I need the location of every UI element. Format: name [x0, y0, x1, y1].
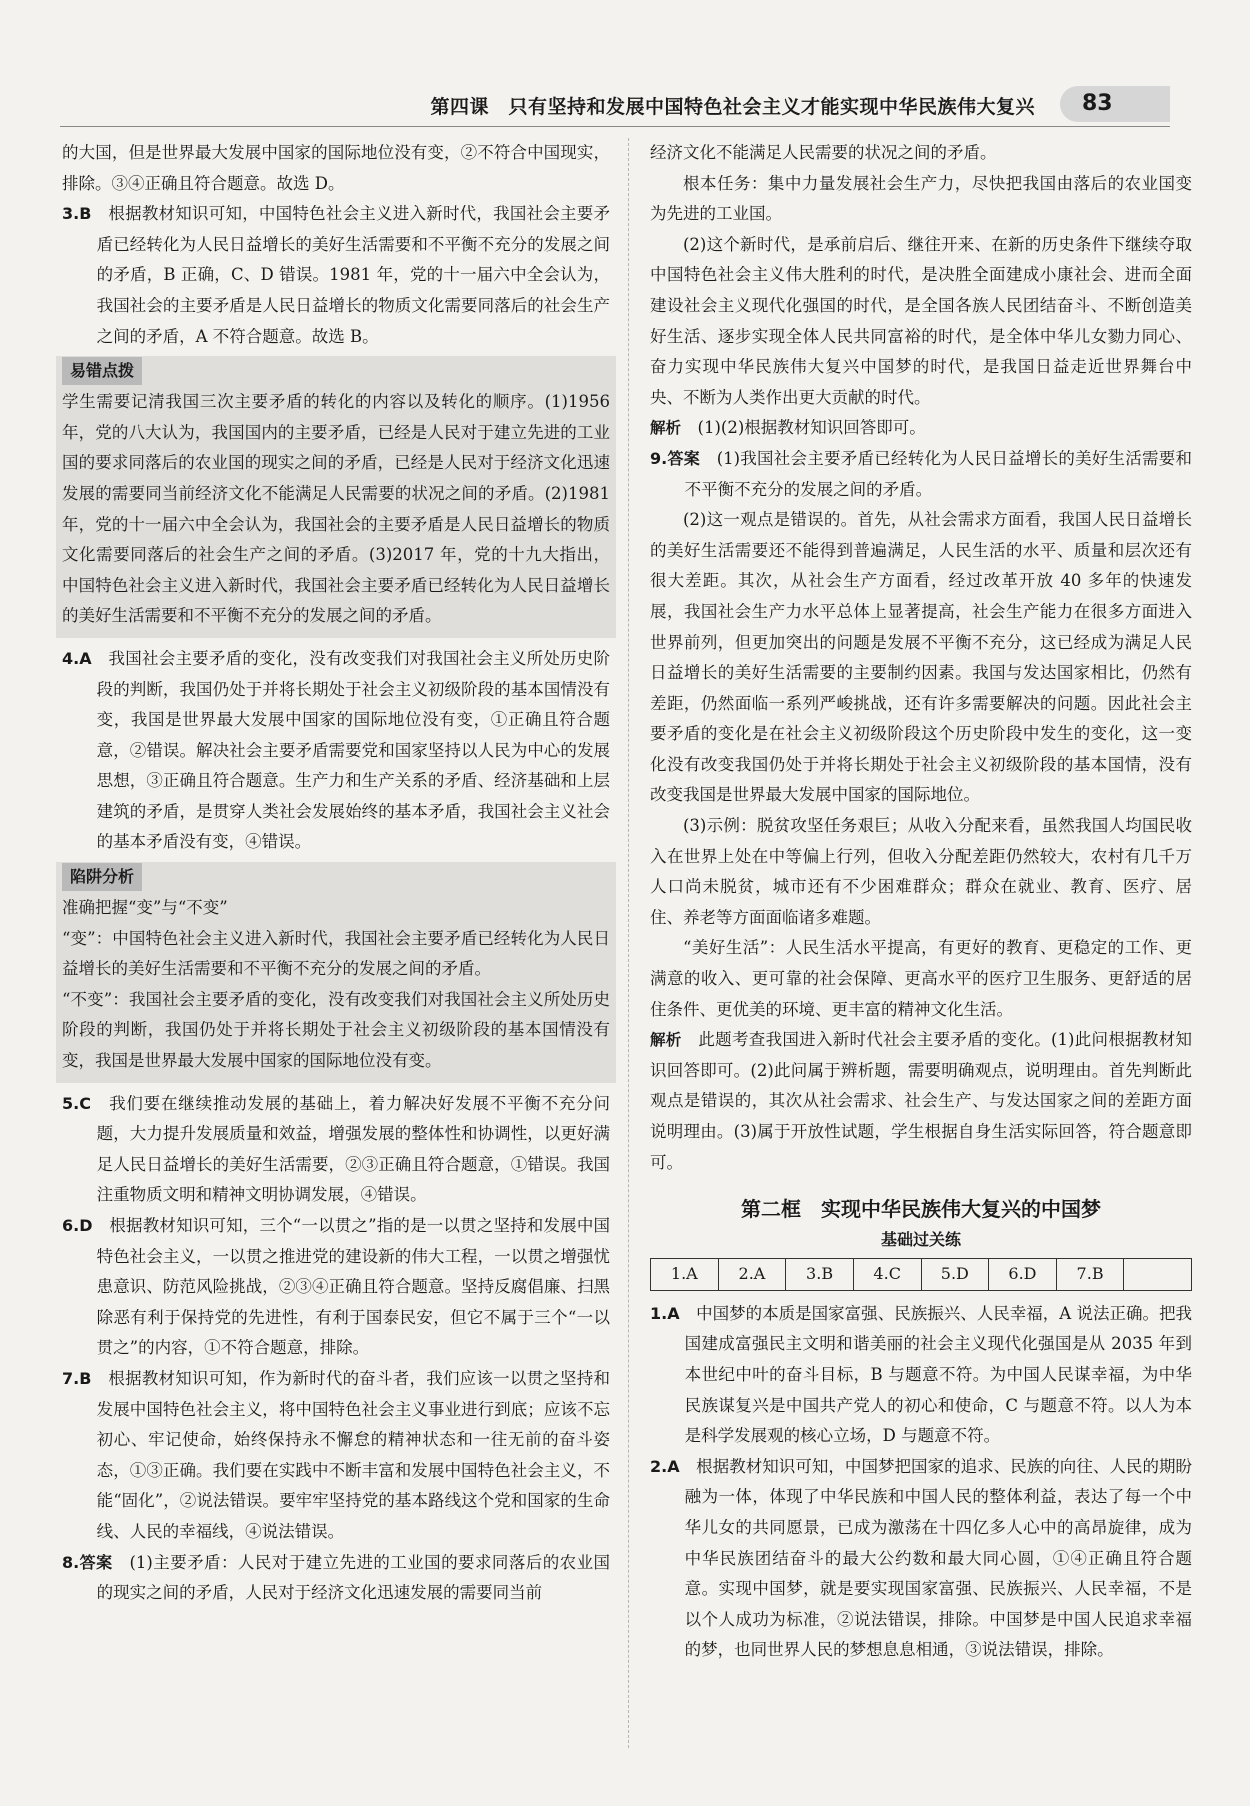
- answer-number: 4.A: [62, 648, 92, 668]
- answer-text: 我国社会主要矛盾的变化，没有改变我们对我国社会主义所处历史阶段的判断，我国仍处于并将长期处于社会主义初级阶段的基本国情没有变，我国是世界最大发展中国家的国际地位没有变，①正确且符合题意，②错误。解决社会主要矛盾需要党和国家坚持以人民为中心的发展思想，③正确且符合题意。生产力和生产关系的矛盾、经济基础和上层建筑的矛盾，是贯穿人类社会发展始终的基本矛盾，我国社会主义社会的基本矛盾没有变，④错误。: [96, 648, 611, 852]
- answer-b2: [650, 1452, 1192, 1666]
- answer-9: [650, 444, 1192, 505]
- answer-number: 3.B: [62, 204, 92, 224]
- answer-8: [62, 1548, 610, 1609]
- answer-number: 7.B: [62, 1368, 92, 1388]
- chapter-title: 第四课 只有坚持和发展中国特色社会主义才能实现中华民族伟大复兴: [430, 96, 1035, 118]
- answer-b1: [650, 1299, 1192, 1452]
- sub-title: 基础过关练: [880, 1230, 961, 1250]
- box-text: “变”：中国特色社会主义进入新时代，我国社会主要矛盾已经转化为人民日益增长的美好生活需要和不平衡不充分的发展之间的矛盾。: [62, 928, 610, 979]
- section-title: 第二框 实现中华民族伟大复兴的中国梦: [741, 1197, 1101, 1222]
- answer-cell: 5.D: [921, 1259, 989, 1291]
- answer-cell: 6.D: [989, 1259, 1057, 1291]
- answer-number: 5.C: [62, 1093, 91, 1113]
- answer-text: (1)我国社会主要矛盾已经转化为人民日益增长的美好生活需要和不平衡不充分的发展之间的矛盾。: [684, 448, 1193, 499]
- answer-6: [62, 1211, 610, 1364]
- answer-cell: 7.B: [1056, 1259, 1124, 1291]
- page-number: 83: [1060, 86, 1170, 122]
- analysis-2: [650, 1025, 1192, 1178]
- answer-3: [62, 199, 610, 352]
- box-text: 准确把握“变”与“不变”: [62, 898, 228, 918]
- answer-4: [62, 644, 610, 858]
- analysis-tag: 解析: [650, 1031, 682, 1050]
- right-column: [650, 138, 1192, 1666]
- box-heading: 陷阱分析: [62, 863, 142, 891]
- answer-text: 根据教材知识可知，三个“一以贯之”指的是一以贯之坚持和发展中国特色社会主义，一以贯之推进党的建设新的伟大工程，一以贯之增强忧患意识、防范风险挑战，②③④正确且符合题意。坚持反腐倡廉、扫黑除恶有利于保持党的先进性，有利于国泰民安，但它不属于三个“一以贯之”的内容，①不符合题意，排除。: [96, 1216, 611, 1358]
- answer-7: [62, 1364, 610, 1548]
- answer-cell: 1.A: [651, 1259, 719, 1291]
- answer-number: 2.A: [650, 1456, 680, 1476]
- box-heading: 易错点拨: [62, 357, 142, 385]
- answer-number: 6.D: [62, 1216, 93, 1235]
- paragraph: (3)示例：脱贫攻坚任务艰巨；从收入分配来看，虽然我国人均国民收入在世界上处在中等偏上行列，但收入分配差距仍然较大，农村有几千万人口尚未脱贫，城市还有不少困难群众；群众在就业、教育、医疗、居住、养老等方面面临诸多难题。: [650, 816, 1192, 927]
- answer-cell: [1124, 1259, 1192, 1291]
- table-row: [651, 1259, 1192, 1291]
- paragraph: (2)这个新时代，是承前启后、继往开来、在新的历史条件下继续夺取中国特色社会主义伟大胜利的时代，是决胜全面建成小康社会、进而全面建设社会主义现代化强国的时代，是全国各族人民团结奋斗、不断创造美好生活、逐步实现全体人民共同富裕的时代，是全体中华儿女勠力同心、奋力实现中华民族伟大复兴中国梦的时代，是我国日益走近世界舞台中央、不断为人类作出更大贡献的时代。: [650, 234, 1192, 407]
- paragraph: 的大国，但是世界最大发展中国家的国际地位没有变，②不符合中国现实，排除。③④正确且符合题意。故选 D。: [62, 143, 610, 193]
- answer-number: 1.A: [650, 1303, 680, 1323]
- paragraph: 经济文化不能满足人民需要的状况之间的矛盾。: [650, 143, 997, 162]
- column-divider: [628, 138, 629, 1748]
- answer-text: 根据教材知识可知，中国特色社会主义进入新时代，我国社会主要矛盾已经转化为人民日益增长的美好生活需要和不平衡不充分的发展之间的矛盾，B 正确，C、D 错误。1981 年，党的十一届六中全会认为，我国社会的主要矛盾是人民日益增长的物质文化需要同落后的社会生产之间的矛盾，A 不符合题意。故选 B。: [96, 204, 611, 346]
- answer-table: [650, 1258, 1192, 1291]
- answer-cell: 4.C: [853, 1259, 921, 1291]
- answer-text: (1)主要矛盾：人民对于建立先进的工业国的要求同落后的农业国的现实之间的矛盾，人民对于经济文化迅速发展的需要同当前: [96, 1552, 611, 1603]
- answer-text: 根据教材知识可知，中国梦把国家的追求、民族的向往、人民的期盼融为一体，体现了中华民族和中国人民的整体利益，表达了每一个中华儿女的共同愿景，已成为激荡在十四亿多人心中的高昂旋律，成为中华民族团结奋斗的最大公约数和最大同心圆，①④正确且符合题意。实现中国梦，就是要实现国家富强、民族振兴、人民幸福，不是以个人成功为标准，②说法错误，排除。中国梦是中国人民追求幸福的梦，也同世界人民的梦想息息相通，③说法错误，排除。: [684, 1456, 1193, 1660]
- page-header: [60, 78, 1170, 127]
- answer-cell: 3.B: [786, 1259, 854, 1291]
- paragraph: 根本任务：集中力量发展社会生产力，尽快把我国由落后的农业国变为先进的工业国。: [650, 173, 1192, 224]
- answer-5: [62, 1089, 610, 1211]
- error-tip-box: [56, 356, 616, 638]
- analysis-text: 此题考查我国进入新时代社会主要矛盾的变化。(1)此问根据教材知识回答即可。(2)此问属于辨析题，需要明确观点，说明理由。首先判断此观点是错误的，其次从社会需求、社会生产、与发达国家之间的差距方面说明理由。(3)属于开放性试题，学生根据自身生活实际回答，符合题意即可。: [650, 1030, 1192, 1172]
- analysis-1: [650, 413, 1192, 444]
- box-text: 学生需要记清我国三次主要矛盾的转化的内容以及转化的顺序。(1)1956 年，党的八大认为，我国国内的主要矛盾，已经是人民对于建立先进的工业国的要求同落后的农业国的现实之间的矛盾，已经是人民对于经济文化迅速发展的需要同当前经济文化不能满足人民需要的状况之间的矛盾。(2)1981 年，党的十一届六中全会认为，我国社会的主要矛盾是人民日益增长的物质文化需要同落后的社会生产之间的矛盾。(3)2017 年，党的十九大指出，中国特色社会主义进入新时代，我国社会主要矛盾已经转化为人民日益增长的美好生活需要和不平衡不充分的发展之间的矛盾。: [62, 392, 610, 626]
- answer-cell: 2.A: [718, 1259, 786, 1291]
- answer-number: 8.答案: [62, 1552, 113, 1572]
- paragraph: “美好生活”：人民生活水平提高，有更好的教育、更稳定的工作、更满意的收入、更可靠的社会保障、更高水平的医疗卫生服务、更舒适的居住条件、更优美的环境、更丰富的精神文化生活。: [650, 938, 1192, 1019]
- analysis-text: (1)(2)根据教材知识回答即可。: [697, 418, 926, 438]
- answer-number: 9.答案: [650, 448, 700, 468]
- answer-text: 我们要在继续推动发展的基础上，着力解决好发展不平衡不充分问题，大力提升发展质量和效益，增强发展的整体性和协调性，以更好满足人民日益增长的美好生活需要，②③正确且符合题意，①错误。我国注重物质文明和精神文明协调发展，④错误。: [96, 1093, 611, 1205]
- trap-analysis-box: [56, 862, 616, 1083]
- paragraph: (2)这一观点是错误的。首先，从社会需求方面看，我国人民日益增长的美好生活需要还不能得到普遍满足，人民生活的水平、质量和层次还有很大差距。其次，从社会生产方面看，经过改革开放 40 多年的快速发展，我国社会生产力水平总体上显著提高，社会生产能力在很多方面进入世界前列，但更加突出的问题是发展不平衡不充分，这已经成为满足人民日益增长的美好生活需要的主要制约因素。我国与发达国家相比，仍然有差距，仍然面临一系列严峻挑战，还有许多需要解决的问题。因此社会主要矛盾的变化是在社会主义初级阶段这个历史阶段中发生的变化，这一变化没有改变我国仍处于并将长期处于社会主义初级阶段的基本国情，没有改变我国是世界最大发展中国家的国际地位。: [650, 510, 1192, 805]
- answer-text: 根据教材知识可知，作为新时代的奋斗者，我们应该一以贯之坚持和发展中国特色社会主义，将中国特色社会主义事业进行到底；应该不忘初心、牢记使命，始终保持永不懈怠的精神状态和一往无前的奋斗姿态，①③正确。我们要在实践中不断丰富和发展中国特色社会主义，不能“固化”，②说法错误。要牢牢坚持党的基本路线这个党和国家的生命线、人民的幸福线，④说法错误。: [96, 1368, 611, 1541]
- answer-text: 中国梦的本质是国家富强、民族振兴、人民幸福，A 说法正确。把我国建成富强民主文明和谐美丽的社会主义现代化强国是从 2035 年到本世纪中叶的奋斗目标，B 与题意不符。为中国人民谋幸福，为中华民族谋复兴是中国共产党人的初心和使命，C 与题意不符。以人为本是科学发展观的核心立场，D 与题意不符。: [684, 1303, 1192, 1446]
- analysis-tag: 解析: [650, 419, 682, 438]
- box-text: “不变”：我国社会主要矛盾的变化，没有改变我们对我国社会主义所处历史阶段的判断，我国仍处于并将长期处于社会主义初级阶段的基本国情没有变，我国是世界最大发展中国家的国际地位没有变。: [62, 989, 610, 1071]
- left-column: [62, 138, 610, 1609]
